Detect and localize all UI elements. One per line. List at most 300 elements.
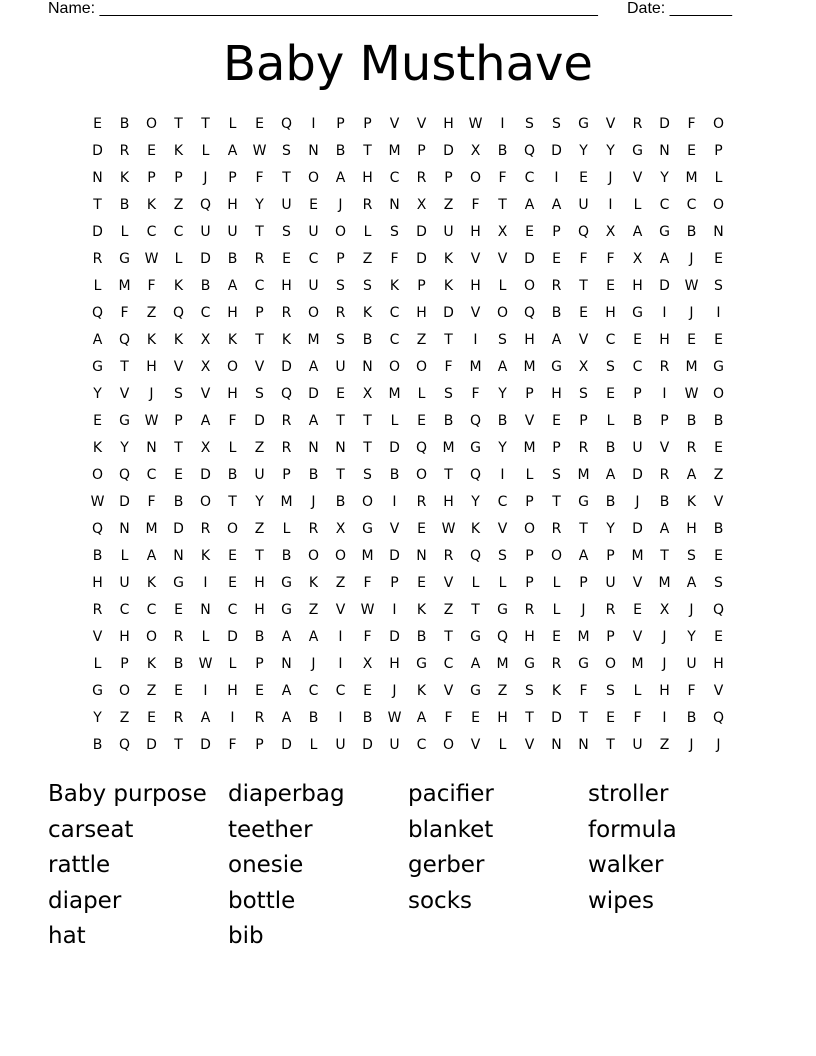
grid-letter: G	[578, 656, 589, 672]
grid-letter: F	[579, 251, 588, 267]
grid-row	[84, 678, 732, 705]
grid-letter: L	[552, 575, 561, 591]
grid-letter: D	[227, 629, 238, 645]
grid-letter: H	[551, 386, 562, 402]
word-list-item: bottle	[228, 887, 296, 914]
grid-letter: S	[336, 332, 345, 348]
grid-letter: R	[254, 710, 265, 726]
grid-letter: T	[471, 602, 480, 618]
grid-letter: V	[632, 170, 643, 186]
grid-row	[84, 354, 732, 381]
grid-letter: B	[281, 548, 292, 564]
grid-letter: E	[552, 629, 561, 645]
grid-letter: L	[525, 467, 534, 483]
grid-letter: P	[390, 575, 399, 591]
grid-letter: L	[93, 278, 102, 294]
grid-letter: R	[551, 278, 562, 294]
grid-letter: M	[307, 332, 320, 348]
grid-letter: B	[227, 467, 238, 483]
grid-letter: K	[470, 521, 481, 537]
grid-letter: Q	[523, 143, 536, 159]
grid-letter: C	[389, 332, 400, 348]
grid-letter: Q	[469, 467, 482, 483]
grid-letter: B	[119, 116, 130, 132]
grid-letter: N	[200, 602, 211, 618]
grid-letter: T	[606, 737, 615, 753]
grid-letter: I	[662, 386, 667, 402]
grid-letter: P	[417, 278, 426, 294]
grid-letter: M	[361, 548, 374, 564]
grid-letter: A	[659, 251, 670, 267]
grid-letter: E	[633, 602, 642, 618]
grid-letter: P	[255, 737, 264, 753]
grid-letter: A	[335, 170, 346, 186]
grid-letter: F	[363, 629, 372, 645]
grid-row	[84, 705, 732, 732]
grid-letter: N	[713, 224, 724, 240]
grid-letter: A	[308, 629, 319, 645]
grid-letter: B	[335, 143, 346, 159]
grid-letter: T	[336, 413, 345, 429]
grid-letter: O	[604, 656, 617, 672]
grid-letter: Z	[146, 683, 157, 699]
grid-letter: D	[308, 386, 319, 402]
grid-letter: L	[471, 575, 480, 591]
grid-letter: T	[282, 170, 291, 186]
grid-letter: W	[144, 413, 159, 429]
grid-letter: O	[118, 683, 131, 699]
grid-letter: C	[146, 602, 157, 618]
grid-letter: V	[632, 575, 643, 591]
grid-letter: B	[173, 494, 184, 510]
grid-letter: V	[659, 440, 670, 456]
grid-letter: V	[389, 521, 400, 537]
grid-letter: P	[525, 494, 534, 510]
grid-letter: E	[633, 332, 642, 348]
grid-letter: N	[308, 143, 319, 159]
grid-letter: V	[470, 737, 481, 753]
grid-letter: R	[254, 251, 265, 267]
grid-letter: G	[551, 359, 562, 375]
grid-letter: X	[659, 602, 670, 618]
grid-letter: B	[713, 413, 724, 429]
grid-letter: H	[659, 332, 670, 348]
grid-letter: H	[686, 521, 697, 537]
grid-letter: J	[635, 494, 640, 510]
grid-letter: N	[578, 737, 589, 753]
grid-letter: D	[659, 278, 670, 294]
grid-letter: P	[336, 116, 345, 132]
grid-letter: E	[525, 224, 534, 240]
grid-row	[84, 651, 732, 678]
grid-letter: O	[388, 359, 401, 375]
grid-letter: R	[173, 710, 184, 726]
grid-letter: X	[200, 359, 211, 375]
grid-letter: J	[149, 386, 154, 402]
grid-letter: O	[442, 737, 455, 753]
grid-letter: F	[147, 278, 156, 294]
grid-letter: V	[335, 602, 346, 618]
grid-letter: Z	[497, 683, 508, 699]
grid-letter: B	[227, 251, 238, 267]
word-list-item: stroller	[588, 781, 669, 807]
grid-row	[84, 624, 732, 651]
grid-letter: F	[147, 494, 156, 510]
grid-letter: E	[228, 548, 237, 564]
grid-letter: M	[145, 521, 158, 537]
grid-letter: V	[443, 575, 454, 591]
grid-letter: O	[145, 116, 158, 132]
grid-letter: D	[443, 143, 454, 159]
grid-letter: J	[689, 251, 694, 267]
grid-letter: Q	[469, 548, 482, 564]
grid-letter: Z	[443, 602, 454, 618]
grid-letter: B	[362, 710, 373, 726]
grid-letter: B	[92, 548, 103, 564]
grid-letter: Z	[254, 440, 265, 456]
grid-letter: X	[200, 440, 211, 456]
grid-letter: A	[92, 332, 103, 348]
grid-letter: P	[606, 629, 615, 645]
grid-letter: J	[203, 170, 208, 186]
grid-row	[84, 381, 732, 408]
grid-row	[84, 246, 732, 273]
grid-row	[84, 219, 732, 246]
grid-letter: O	[712, 197, 725, 213]
grid-letter: G	[470, 629, 481, 645]
grid-letter: V	[443, 683, 454, 699]
grid-letter: M	[280, 494, 293, 510]
grid-letter: K	[173, 332, 184, 348]
grid-row	[84, 516, 732, 543]
grid-letter: K	[416, 602, 427, 618]
grid-letter: L	[93, 656, 102, 672]
grid-letter: V	[632, 629, 643, 645]
grid-letter: E	[255, 116, 264, 132]
grid-letter: Q	[469, 413, 482, 429]
grid-letter: X	[497, 224, 508, 240]
grid-letter: S	[174, 386, 183, 402]
grid-letter: L	[417, 386, 426, 402]
grid-letter: G	[578, 494, 589, 510]
grid-letter: B	[551, 305, 562, 321]
grid-letter: H	[497, 710, 508, 726]
grid-letter: Z	[659, 737, 670, 753]
grid-letter: Q	[199, 197, 212, 213]
word-list-item: bib	[228, 923, 264, 949]
grid-letter: P	[552, 224, 561, 240]
grid-letter: R	[335, 305, 346, 321]
grid-letter: L	[201, 143, 210, 159]
grid-letter: A	[686, 467, 697, 483]
grid-letter: Q	[118, 467, 131, 483]
grid-letter: N	[416, 548, 427, 564]
grid-letter: U	[686, 656, 697, 672]
grid-letter: O	[91, 467, 104, 483]
grid-letter: R	[119, 143, 130, 159]
grid-letter: T	[552, 494, 561, 510]
grid-letter: B	[605, 440, 616, 456]
grid-letter: D	[254, 413, 265, 429]
grid-letter: B	[335, 494, 346, 510]
grid-letter: B	[686, 224, 697, 240]
grid-letter: F	[228, 413, 237, 429]
grid-letter: B	[713, 521, 724, 537]
grid-letter: K	[146, 332, 157, 348]
grid-letter: Z	[173, 197, 184, 213]
grid-letter: F	[363, 575, 372, 591]
word-list-item: hat	[48, 923, 86, 949]
grid-letter: L	[120, 224, 129, 240]
grid-letter: E	[147, 143, 156, 159]
grid-letter: E	[552, 251, 561, 267]
grid-letter: A	[659, 521, 670, 537]
grid-letter: R	[632, 116, 643, 132]
grid-letter: K	[443, 278, 454, 294]
word-list-item: rattle	[48, 852, 111, 878]
grid-letter: B	[686, 413, 697, 429]
grid-letter: V	[92, 629, 103, 645]
grid-letter: T	[201, 116, 210, 132]
grid-letter: M	[496, 656, 509, 672]
grid-letter: P	[255, 305, 264, 321]
grid-letter: X	[470, 143, 481, 159]
grid-letter: M	[577, 629, 590, 645]
grid-letter: C	[443, 656, 454, 672]
grid-row	[84, 408, 732, 435]
grid-letter: F	[687, 683, 696, 699]
word-search-grid	[84, 111, 732, 759]
grid-letter: G	[119, 251, 130, 267]
grid-letter: B	[92, 737, 103, 753]
grid-letter: G	[362, 521, 373, 537]
grid-letter: H	[470, 224, 481, 240]
grid-letter: L	[228, 116, 237, 132]
grid-letter: M	[118, 278, 131, 294]
grid-letter: I	[203, 575, 208, 591]
grid-letter: Z	[146, 305, 157, 321]
grid-letter: V	[524, 413, 535, 429]
grid-letter: T	[660, 548, 669, 564]
grid-letter: Q	[496, 629, 509, 645]
grid-letter: Q	[280, 116, 293, 132]
grid-letter: G	[119, 413, 130, 429]
grid-letter: U	[605, 575, 616, 591]
grid-letter: L	[633, 683, 642, 699]
grid-letter: Y	[606, 143, 615, 159]
grid-letter: S	[390, 224, 399, 240]
grid-letter: Q	[523, 305, 536, 321]
grid-letter: T	[255, 548, 264, 564]
grid-letter: E	[174, 467, 183, 483]
grid-letter: O	[307, 170, 320, 186]
grid-letter: F	[471, 197, 480, 213]
grid-letter: G	[578, 116, 589, 132]
grid-letter: T	[579, 521, 588, 537]
grid-letter: O	[307, 305, 320, 321]
grid-letter: P	[633, 386, 642, 402]
grid-letter: O	[334, 224, 347, 240]
grid-letter: L	[174, 251, 183, 267]
grid-letter: J	[581, 602, 586, 618]
grid-letter: R	[686, 440, 697, 456]
grid-letter: U	[443, 224, 454, 240]
grid-letter: J	[608, 170, 613, 186]
word-list-item: onesie	[228, 852, 304, 878]
grid-letter: J	[662, 656, 667, 672]
grid-letter: P	[525, 548, 534, 564]
grid-row	[84, 273, 732, 300]
grid-letter: T	[93, 197, 102, 213]
grid-letter: X	[335, 521, 346, 537]
grid-letter: P	[336, 251, 345, 267]
grid-letter: F	[633, 710, 642, 726]
grid-letter: X	[200, 332, 211, 348]
grid-letter: K	[362, 305, 373, 321]
grid-letter: Z	[713, 467, 724, 483]
grid-letter: E	[714, 629, 723, 645]
grid-letter: F	[687, 116, 696, 132]
grid-letter: D	[281, 737, 292, 753]
grid-letter: T	[120, 359, 129, 375]
word-list-item: carseat	[48, 816, 134, 843]
grid-letter: P	[363, 116, 372, 132]
grid-letter: E	[147, 710, 156, 726]
grid-letter: C	[146, 467, 157, 483]
grid-letter: A	[551, 197, 562, 213]
grid-letter: Y	[93, 710, 102, 726]
grid-letter: G	[524, 656, 535, 672]
grid-row	[84, 489, 732, 516]
grid-letter: M	[388, 143, 401, 159]
grid-letter: N	[362, 359, 373, 375]
grid-letter: Z	[335, 575, 346, 591]
grid-letter: X	[605, 224, 616, 240]
grid-letter: G	[659, 224, 670, 240]
grid-letter: W	[198, 656, 213, 672]
word-list-item: walker	[588, 852, 664, 878]
grid-letter: A	[227, 143, 238, 159]
grid-letter: N	[389, 197, 400, 213]
grid-letter: E	[687, 332, 696, 348]
grid-letter: U	[578, 197, 589, 213]
grid-letter: G	[632, 305, 643, 321]
grid-letter: O	[550, 548, 563, 564]
grid-letter: S	[552, 467, 561, 483]
grid-letter: U	[119, 575, 130, 591]
grid-letter: D	[92, 143, 103, 159]
grid-letter: X	[578, 359, 589, 375]
grid-letter: G	[497, 602, 508, 618]
grid-letter: E	[714, 251, 723, 267]
grid-letter: A	[551, 332, 562, 348]
grid-letter: I	[500, 116, 505, 132]
grid-letter: C	[335, 683, 346, 699]
grid-letter: D	[551, 143, 562, 159]
grid-letter: E	[417, 575, 426, 591]
grid-letter: E	[606, 386, 615, 402]
grid-letter: K	[443, 251, 454, 267]
grid-letter: E	[714, 332, 723, 348]
word-list-item: Baby purpose	[48, 781, 207, 807]
grid-letter: I	[662, 305, 667, 321]
grid-letter: K	[551, 683, 562, 699]
grid-letter: C	[524, 170, 535, 186]
grid-letter: Y	[498, 440, 507, 456]
grid-letter: X	[362, 656, 373, 672]
grid-letter: D	[389, 629, 400, 645]
grid-letter: C	[308, 683, 319, 699]
grid-letter: W	[144, 251, 159, 267]
grid-letter: K	[146, 197, 157, 213]
grid-letter: D	[632, 521, 643, 537]
grid-letter: N	[173, 548, 184, 564]
grid-letter: E	[336, 386, 345, 402]
grid-letter: D	[524, 251, 535, 267]
grid-letter: D	[443, 305, 454, 321]
grid-letter: A	[578, 548, 589, 564]
grid-letter: S	[714, 575, 723, 591]
grid-letter: R	[362, 197, 373, 213]
grid-letter: S	[525, 683, 534, 699]
grid-letter: W	[684, 386, 699, 402]
grid-letter: S	[282, 224, 291, 240]
grid-letter: R	[281, 305, 292, 321]
grid-row	[84, 300, 732, 327]
word-list-item: diaper	[48, 887, 122, 914]
grid-letter: L	[498, 278, 507, 294]
grid-letter: R	[605, 602, 616, 618]
grid-letter: V	[497, 251, 508, 267]
grid-letter: E	[417, 521, 426, 537]
grid-letter: O	[469, 170, 482, 186]
grid-row	[84, 138, 732, 165]
grid-letter: H	[362, 170, 373, 186]
grid-letter: B	[173, 656, 184, 672]
grid-letter: I	[311, 116, 316, 132]
grid-letter: Q	[712, 710, 725, 726]
grid-letter: E	[687, 143, 696, 159]
grid-letter: O	[145, 629, 158, 645]
grid-letter: P	[174, 170, 183, 186]
grid-row	[84, 597, 732, 624]
grid-letter: O	[523, 278, 536, 294]
grid-letter: B	[389, 467, 400, 483]
grid-letter: C	[632, 359, 643, 375]
grid-letter: R	[659, 359, 670, 375]
grid-letter: B	[416, 629, 427, 645]
grid-letter: Y	[471, 494, 480, 510]
grid-letter: Z	[308, 602, 319, 618]
grid-letter: U	[308, 224, 319, 240]
grid-letter: H	[146, 359, 157, 375]
grid-letter: F	[471, 386, 480, 402]
grid-letter: E	[552, 413, 561, 429]
grid-letter: V	[524, 737, 535, 753]
grid-letter: P	[120, 656, 129, 672]
grid-letter: E	[579, 170, 588, 186]
grid-letter: A	[686, 575, 697, 591]
grid-letter: D	[146, 737, 157, 753]
grid-letter: H	[524, 629, 535, 645]
date-field-label: Date: _______	[627, 0, 732, 17]
grid-letter: T	[228, 494, 237, 510]
grid-letter: C	[227, 602, 238, 618]
grid-letter: X	[632, 251, 643, 267]
grid-letter: E	[363, 683, 372, 699]
grid-letter: J	[338, 197, 343, 213]
grid-letter: L	[282, 521, 291, 537]
